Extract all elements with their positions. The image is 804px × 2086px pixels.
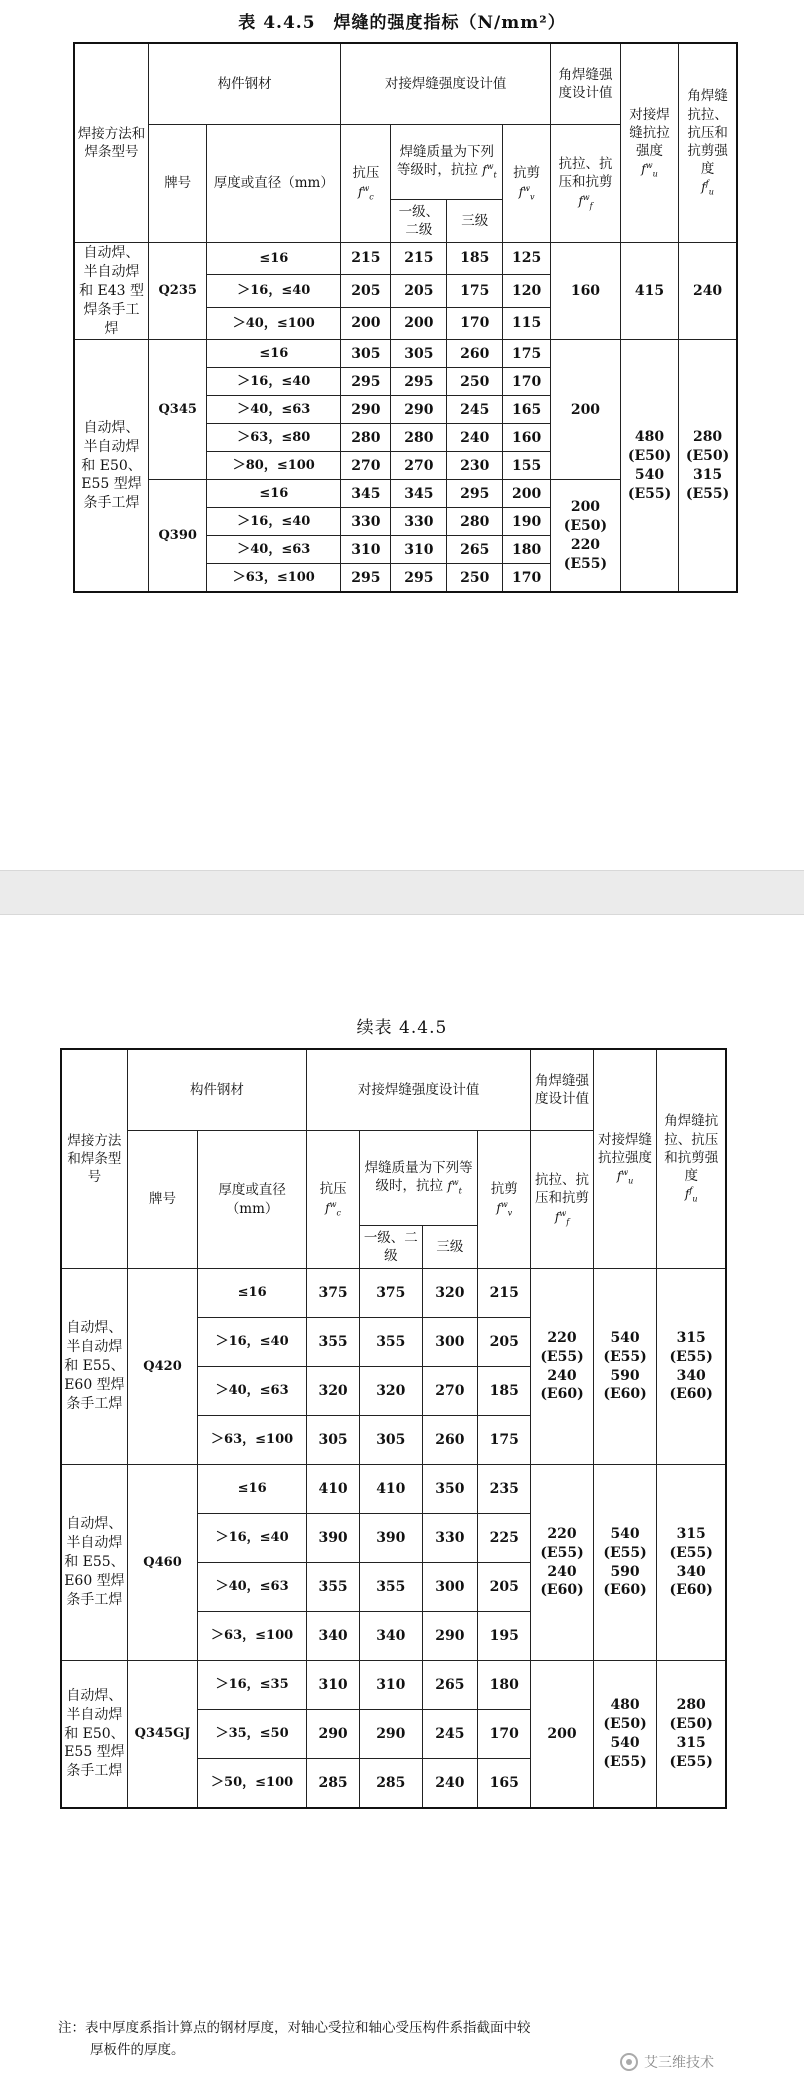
value-tension-3: 280 — [447, 508, 503, 536]
formula-symbol: $f^w_f$ — [554, 1208, 570, 1227]
value-shear: 120 — [503, 275, 551, 307]
header-butt-tensile: 对接焊缝抗拉强度 $f^w_u$ — [593, 1049, 657, 1269]
value-compression: 390 — [307, 1514, 360, 1563]
value-shear: 200 — [503, 480, 551, 508]
weld-strength-table — [73, 42, 738, 593]
value-tension-3: 300 — [422, 1563, 478, 1612]
header-steel: 构件钢材 — [127, 1049, 306, 1131]
value-shear: 165 — [503, 396, 551, 424]
formula-symbol: $f^w_c$ — [325, 1199, 341, 1217]
header-level-12: 一级、二级 — [391, 200, 447, 243]
header-steel: 构件钢材 — [149, 43, 341, 125]
value-compression: 290 — [341, 396, 391, 424]
value-compression: 310 — [341, 536, 391, 564]
value-fillet: 200 (E50) 220 (E55) — [551, 480, 621, 593]
value-tension-3: 250 — [447, 368, 503, 396]
value-tension-3: 230 — [447, 452, 503, 480]
header-level-3: 三级 — [447, 200, 503, 243]
header-thickness: 厚度或直径（mm） — [198, 1131, 307, 1269]
steel-grade: Q460 — [127, 1465, 197, 1661]
value-tension-3: 240 — [447, 424, 503, 452]
header-butt: 对接焊缝强度设计值 — [307, 1049, 531, 1131]
header-compression: 抗压 $f^w_c$ — [307, 1131, 360, 1269]
thickness-range: ＞63，≤100 — [198, 1612, 307, 1661]
value-butt-tensile: 415 — [620, 243, 678, 340]
value-tension-3: 290 — [422, 1612, 478, 1661]
thickness-range: ≤16 — [207, 243, 341, 275]
value-tension-12: 375 — [360, 1269, 422, 1318]
table-row — [61, 1269, 726, 1318]
value-tension-3: 330 — [422, 1514, 478, 1563]
value-tension-3: 265 — [447, 536, 503, 564]
table-title: 表 4.4.5 焊缝的强度指标（N/mm²） — [238, 13, 566, 33]
header-method: 焊接方法和焊条型号 — [61, 1049, 127, 1269]
value-butt-tensile: 540 (E55) 590 (E60) — [593, 1269, 657, 1465]
steel-grade: Q420 — [127, 1269, 197, 1465]
header-fillet-strength: 角焊缝抗拉、抗压和抗剪强度 $f^f_u$ — [657, 1049, 726, 1269]
value-tension-3: 270 — [422, 1367, 478, 1416]
value-shear: 170 — [503, 368, 551, 396]
value-tension-3: 245 — [422, 1710, 478, 1759]
value-compression: 410 — [307, 1465, 360, 1514]
thickness-range: ＞40，≤63 — [198, 1367, 307, 1416]
value-tension-3: 185 — [447, 243, 503, 275]
thickness-range: ＞63，≤80 — [207, 424, 341, 452]
value-tension-12: 200 — [391, 307, 447, 339]
value-compression: 285 — [307, 1759, 360, 1809]
thickness-range: ＞16，≤40 — [207, 508, 341, 536]
continued-table-title: 续表 4.4.5 — [356, 1018, 448, 1038]
value-fillet-strength: 240 — [679, 243, 737, 340]
value-shear: 115 — [503, 307, 551, 339]
value-compression: 205 — [341, 275, 391, 307]
value-tension-12: 320 — [360, 1367, 422, 1416]
thickness-range: ＞16，≤40 — [198, 1318, 307, 1367]
steel-grade: Q345GJ — [127, 1661, 197, 1809]
value-shear: 125 — [503, 243, 551, 275]
value-tension-3: 170 — [447, 307, 503, 339]
value-fillet-strength: 315 (E55) 340 (E60) — [657, 1465, 726, 1661]
formula-symbol: $f^w_u$ — [641, 161, 658, 179]
formula-symbol: $f^w_t$ — [482, 162, 497, 180]
value-tension-12: 290 — [360, 1710, 422, 1759]
value-compression: 340 — [307, 1612, 360, 1661]
watermark-text: 艾三维技术 — [644, 2055, 714, 2071]
header-butt: 对接焊缝强度设计值 — [341, 43, 551, 125]
value-compression: 320 — [307, 1367, 360, 1416]
value-fillet: 200 — [531, 1661, 593, 1809]
value-tension-12: 345 — [391, 480, 447, 508]
value-shear: 165 — [478, 1759, 531, 1809]
formula-symbol: $f^w_t$ — [447, 1178, 462, 1196]
value-tension-12: 270 — [391, 452, 447, 480]
weld-method: 自动焊、半自动焊和 E50、E55 型焊条手工焊 — [61, 1661, 127, 1809]
value-tension-3: 240 — [422, 1759, 478, 1809]
value-tension-3: 350 — [422, 1465, 478, 1514]
header-fillet-strength: 角焊缝抗拉、抗压和抗剪强度 $f^f_u$ — [679, 43, 737, 243]
header-method: 焊接方法和焊条型号 — [74, 43, 149, 243]
header-butt-tensile: 对接焊缝抗拉强度 $f^w_u$ — [620, 43, 678, 243]
formula-symbol: $f^w_f$ — [578, 192, 593, 211]
value-tension-12: 295 — [391, 368, 447, 396]
value-shear: 205 — [478, 1563, 531, 1612]
value-compression: 355 — [307, 1318, 360, 1367]
value-compression: 290 — [307, 1710, 360, 1759]
value-tension-3: 300 — [422, 1318, 478, 1367]
header-fillet-sub: 抗拉、抗压和抗剪 $f^w_f$ — [551, 125, 621, 243]
value-tension-12: 305 — [360, 1416, 422, 1465]
header-row — [74, 43, 737, 125]
page-gap — [0, 870, 804, 915]
value-shear: 175 — [478, 1416, 531, 1465]
value-shear: 195 — [478, 1612, 531, 1661]
value-tension-3: 260 — [422, 1416, 478, 1465]
value-shear: 180 — [503, 536, 551, 564]
value-tension-12: 355 — [360, 1563, 422, 1612]
weld-method: 自动焊、半自动焊和 E50、E55 型焊条手工焊 — [74, 340, 149, 593]
value-tension-3: 320 — [422, 1269, 478, 1318]
steel-grade: Q345 — [149, 340, 207, 480]
value-shear: 160 — [503, 424, 551, 452]
header-fillet: 角焊缝强度设计值 — [551, 43, 621, 125]
weld-strength-table-continued — [60, 1048, 727, 1809]
thickness-range: ＞16，≤40 — [198, 1514, 307, 1563]
value-compression: 295 — [341, 564, 391, 593]
thickness-range: ＞40，≤63 — [207, 536, 341, 564]
value-shear: 175 — [503, 340, 551, 368]
value-shear: 205 — [478, 1318, 531, 1367]
thickness-range: ＞16，≤40 — [207, 368, 341, 396]
value-tension-3: 295 — [447, 480, 503, 508]
value-tension-12: 410 — [360, 1465, 422, 1514]
table-row — [61, 1465, 726, 1514]
value-compression: 270 — [341, 452, 391, 480]
header-quality: 焊缝质量为下列等级时，抗拉 $f^w_t$ — [360, 1131, 478, 1226]
value-shear: 170 — [503, 564, 551, 593]
header-grade: 牌号 — [149, 125, 207, 243]
value-tension-12: 285 — [360, 1759, 422, 1809]
value-butt-tensile: 480 (E50) 540 (E55) — [620, 340, 678, 593]
watermark — [620, 2052, 714, 2072]
value-shear: 155 — [503, 452, 551, 480]
note-line-1: 注：表中厚度系指计算点的钢材厚度，对轴心受拉和轴心受压构件系指截面中较 — [58, 2020, 531, 2036]
thickness-range: ＞63，≤100 — [207, 564, 341, 593]
weld-method: 自动焊、半自动焊和 E55、E60 型焊条手工焊 — [61, 1269, 127, 1465]
value-butt-tensile: 540 (E55) 590 (E60) — [593, 1465, 657, 1661]
thickness-range: ＞50，≤100 — [198, 1759, 307, 1809]
weld-method: 自动焊、半自动焊和 E55、E60 型焊条手工焊 — [61, 1465, 127, 1661]
thickness-range: ＞63，≤100 — [198, 1416, 307, 1465]
formula-symbol: $f^f_u$ — [701, 179, 714, 197]
value-tension-12: 330 — [391, 508, 447, 536]
note-line-2: 厚板件的厚度。 — [90, 2041, 185, 2058]
table-row — [74, 243, 737, 275]
value-shear: 225 — [478, 1514, 531, 1563]
header-fillet-sub: 抗拉、抗压和抗剪 $f^w_f$ — [531, 1131, 593, 1269]
value-tension-12: 310 — [391, 536, 447, 564]
value-tension-12: 295 — [391, 564, 447, 593]
value-fillet: 200 — [551, 340, 621, 480]
value-butt-tensile: 480 (E50) 540 (E55) — [593, 1661, 657, 1809]
value-tension-12: 390 — [360, 1514, 422, 1563]
value-compression: 295 — [341, 368, 391, 396]
thickness-range: ＞40，≤63 — [207, 396, 341, 424]
thickness-range: ＞16，≤40 — [207, 275, 341, 307]
value-tension-12: 205 — [391, 275, 447, 307]
value-compression: 330 — [341, 508, 391, 536]
value-fillet-strength: 280 (E50) 315 (E55) — [679, 340, 737, 593]
value-compression: 200 — [341, 307, 391, 339]
header-compression: 抗压 $f^w_c$ — [341, 125, 391, 243]
value-shear: 170 — [478, 1710, 531, 1759]
header-quality: 焊缝质量为下列等级时，抗拉 $f^w_t$ — [391, 125, 503, 200]
value-compression: 345 — [341, 480, 391, 508]
header-level-3: 三级 — [422, 1226, 478, 1269]
value-compression: 280 — [341, 424, 391, 452]
value-fillet-strength: 280 (E50) 315 (E55) — [657, 1661, 726, 1809]
thickness-range: ≤16 — [198, 1269, 307, 1318]
page-one — [0, 0, 804, 870]
thickness-range: ≤16 — [207, 480, 341, 508]
value-fillet-strength: 315 (E55) 340 (E60) — [657, 1269, 726, 1465]
wechat-icon — [620, 2053, 638, 2071]
header-fillet: 角焊缝强度设计值 — [531, 1049, 593, 1131]
value-tension-12: 355 — [360, 1318, 422, 1367]
value-compression: 375 — [307, 1269, 360, 1318]
value-compression: 305 — [307, 1416, 360, 1465]
formula-symbol: $f^w_c$ — [357, 183, 374, 201]
value-tension-12: 290 — [391, 396, 447, 424]
value-compression: 215 — [341, 243, 391, 275]
value-tension-3: 265 — [422, 1661, 478, 1710]
value-shear: 235 — [478, 1465, 531, 1514]
weld-method: 自动焊、半自动焊和 E43 型焊条手工焊 — [74, 243, 149, 340]
steel-grade: Q235 — [149, 243, 207, 340]
value-shear: 215 — [478, 1269, 531, 1318]
value-compression: 310 — [307, 1661, 360, 1710]
thickness-range: ＞16，≤35 — [198, 1661, 307, 1710]
value-shear: 185 — [478, 1367, 531, 1416]
formula-symbol: $f^w_u$ — [616, 1168, 634, 1186]
value-tension-3: 260 — [447, 340, 503, 368]
steel-grade: Q390 — [149, 480, 207, 593]
thickness-range: ＞80，≤100 — [207, 452, 341, 480]
value-tension-3: 175 — [447, 275, 503, 307]
header-shear: 抗剪 $f^w_v$ — [478, 1131, 531, 1269]
header-level-12: 一级、二级 — [360, 1226, 422, 1269]
value-compression: 355 — [307, 1563, 360, 1612]
thickness-range: ＞35，≤50 — [198, 1710, 307, 1759]
thickness-range: ＞40，≤63 — [198, 1563, 307, 1612]
thickness-range: ≤16 — [207, 340, 341, 368]
value-fillet: 220 (E55) 240 (E60) — [531, 1465, 593, 1661]
value-tension-12: 280 — [391, 424, 447, 452]
value-tension-12: 305 — [391, 340, 447, 368]
value-shear: 180 — [478, 1661, 531, 1710]
value-tension-3: 250 — [447, 564, 503, 593]
value-fillet: 160 — [551, 243, 621, 340]
value-shear: 190 — [503, 508, 551, 536]
value-tension-12: 215 — [391, 243, 447, 275]
formula-symbol: $f^f_u$ — [684, 1186, 698, 1204]
value-tension-12: 340 — [360, 1612, 422, 1661]
header-row — [61, 1049, 726, 1131]
thickness-range: ＞40，≤100 — [207, 307, 341, 339]
header-grade: 牌号 — [127, 1131, 197, 1269]
formula-symbol: $f^w_v$ — [518, 183, 535, 201]
thickness-range: ≤16 — [198, 1465, 307, 1514]
value-compression: 305 — [341, 340, 391, 368]
value-tension-12: 310 — [360, 1661, 422, 1710]
formula-symbol: $f^w_v$ — [496, 1199, 513, 1217]
value-tension-3: 245 — [447, 396, 503, 424]
table-row — [61, 1661, 726, 1710]
header-shear: 抗剪 $f^w_v$ — [503, 125, 551, 243]
value-fillet: 220 (E55) 240 (E60) — [531, 1269, 593, 1465]
header-thickness: 厚度或直径（mm） — [207, 125, 341, 243]
table-row — [74, 340, 737, 368]
